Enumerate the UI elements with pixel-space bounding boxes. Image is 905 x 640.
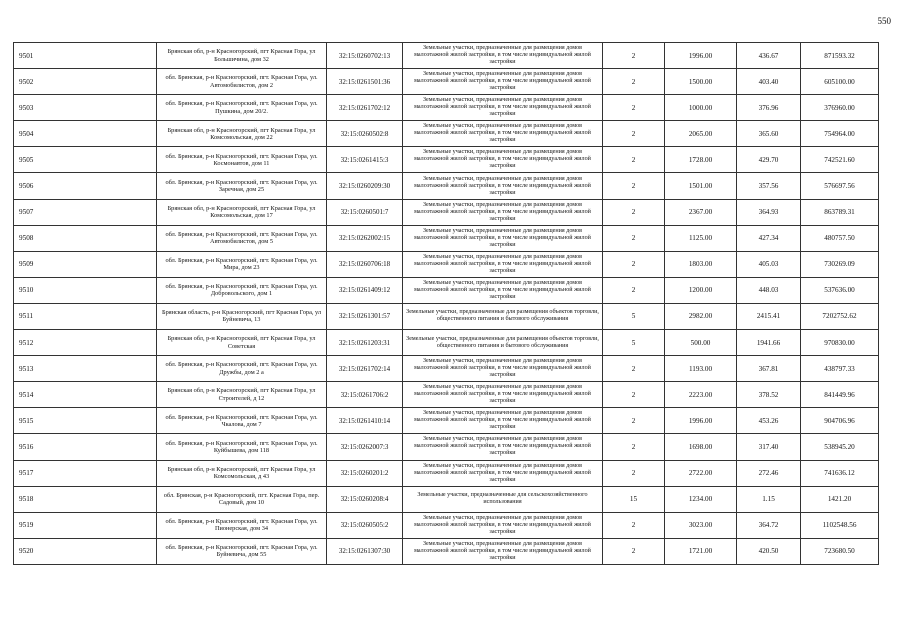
table-row	[14, 460, 879, 486]
cadastral-number-cell: 32:15:0261702:14	[327, 356, 403, 382]
specific-value-cell: 405.03	[737, 251, 801, 277]
cadastral-value-cell: 538945.20	[801, 434, 879, 460]
cadastral-number-cell: 32:15:0262002:15	[327, 225, 403, 251]
area-cell: 1501.00	[665, 173, 737, 199]
area-cell: 2223.00	[665, 382, 737, 408]
row-number: 9514	[14, 382, 157, 408]
area-cell: 1125.00	[665, 225, 737, 251]
category-cell: 2	[603, 121, 665, 147]
address-cell: обл. Брянская, р-н Красногорский, пгт. Красная Гора, ул. Дружбы, дом 2 а	[157, 356, 327, 382]
row-number: 9510	[14, 277, 157, 303]
area-cell: 1996.00	[665, 43, 737, 69]
address-cell: обл. Брянская, р-н Красногорский, пгт. Красная Гора, ул. Заречная, дом 25	[157, 173, 327, 199]
table-row	[14, 303, 879, 329]
cadastral-value-cell: 480757.50	[801, 225, 879, 251]
row-number: 9518	[14, 486, 157, 512]
cadastral-value-table	[13, 42, 879, 565]
table-row	[14, 43, 879, 69]
row-number: 9502	[14, 69, 157, 95]
area-cell: 1193.00	[665, 356, 737, 382]
area-cell: 500.00	[665, 330, 737, 356]
area-cell: 1500.00	[665, 69, 737, 95]
land-use-cell: Земельные участки, предназначенные для размещения домов малоэтажной жилой застройки, в том числе индивидуальной жилой застройки	[403, 173, 603, 199]
table-row	[14, 121, 879, 147]
address-cell: обл. Брянская, р-н Красногорский, пгт. Красная Гора, ул. Буйневича, дом 55	[157, 538, 327, 564]
area-cell: 1000.00	[665, 95, 737, 121]
specific-value-cell: 2415.41	[737, 303, 801, 329]
category-cell: 2	[603, 356, 665, 382]
category-cell: 2	[603, 538, 665, 564]
row-number: 9513	[14, 356, 157, 382]
cadastral-value-cell: 863789.31	[801, 199, 879, 225]
cadastral-value-cell: 537636.00	[801, 277, 879, 303]
table-row	[14, 512, 879, 538]
cadastral-value-cell: 904706.96	[801, 408, 879, 434]
area-cell: 1721.00	[665, 538, 737, 564]
area-cell: 1996.00	[665, 408, 737, 434]
address-cell: обл. Брянская, р-н Красногорский, пгт. Красная Гора, ул. Пионерская, дом 34	[157, 512, 327, 538]
cadastral-number-cell: 32:15:0261415:3	[327, 147, 403, 173]
cadastral-value-cell: 730269.09	[801, 251, 879, 277]
category-cell: 2	[603, 460, 665, 486]
table-row	[14, 173, 879, 199]
land-use-cell: Земельные участки, предназначенные для размещения домов малоэтажной жилой застройки, в том числе индивидуальной жилой застройки	[403, 251, 603, 277]
row-number: 9505	[14, 147, 157, 173]
row-number: 9515	[14, 408, 157, 434]
table-row	[14, 330, 879, 356]
address-cell: обл. Брянская, р-н Красногорский, пгт. Красная Гора, ул. Автомобилистов, дом 2	[157, 69, 327, 95]
row-number: 9511	[14, 303, 157, 329]
address-cell: обл. Брянская, р-н Красногорский, пгт. Красная Гора, ул. Мира, дом 23	[157, 251, 327, 277]
specific-value-cell: 367.81	[737, 356, 801, 382]
table-row	[14, 251, 879, 277]
address-cell: Брянская обл, р-н Красногорский, пгт Красная Гора, ул Комсомольская, д 43	[157, 460, 327, 486]
land-use-cell: Земельные участки, предназначенные для размещения домов малоэтажной жилой застройки, в том числе индивидуальной жилой застройки	[403, 356, 603, 382]
specific-value-cell: 453.26	[737, 408, 801, 434]
area-cell: 1728.00	[665, 147, 737, 173]
area-cell: 1234.00	[665, 486, 737, 512]
land-use-cell: Земельные участки, предназначенные для размещения домов малоэтажной жилой застройки, в том числе индивидуальной жилой застройки	[403, 199, 603, 225]
row-number: 9519	[14, 512, 157, 538]
cadastral-number-cell: 32:15:0261203:31	[327, 330, 403, 356]
cadastral-value-cell: 1421.20	[801, 486, 879, 512]
specific-value-cell: 357.56	[737, 173, 801, 199]
cadastral-value-cell: 754964.00	[801, 121, 879, 147]
category-cell: 2	[603, 382, 665, 408]
category-cell: 2	[603, 434, 665, 460]
table-row	[14, 225, 879, 251]
category-cell: 2	[603, 408, 665, 434]
address-cell: обл. Брянская, р-н Красногорский, пгт. Красная Гора, пер. Садовый, дом 10	[157, 486, 327, 512]
address-cell: обл. Брянская, р-н Красногорский, пгт. Красная Гора, ул. Пушкина, дом 20/2.	[157, 95, 327, 121]
table-body	[14, 43, 879, 565]
table-row	[14, 95, 879, 121]
table-row	[14, 147, 879, 173]
area-cell: 2367.00	[665, 199, 737, 225]
address-cell: обл. Брянская, р-н Красногорский, пгт. Красная Гора, ул. Добровольского, дом 1	[157, 277, 327, 303]
category-cell: 2	[603, 225, 665, 251]
land-use-cell: Земельные участки, предназначенные для размещения домов малоэтажной жилой застройки, в том числе индивидуальной жилой застройки	[403, 408, 603, 434]
specific-value-cell: 1941.66	[737, 330, 801, 356]
land-use-cell: Земельные участки, предназначенные для размещения домов малоэтажной жилой застройки, в том числе индивидуальной жилой застройки	[403, 460, 603, 486]
category-cell: 2	[603, 95, 665, 121]
row-number: 9504	[14, 121, 157, 147]
address-cell: Брянская область, р-н Красногорский, пгт Красная Гора, ул Буйневича, 13	[157, 303, 327, 329]
cadastral-value-cell: 970830.00	[801, 330, 879, 356]
row-number: 9512	[14, 330, 157, 356]
cadastral-value-cell: 841449.96	[801, 382, 879, 408]
land-use-cell: Земельные участки, предназначенные для размещения домов малоэтажной жилой застройки, в том числе индивидуальной жилой застройки	[403, 277, 603, 303]
cadastral-number-cell: 32:15:0260501:7	[327, 199, 403, 225]
specific-value-cell: 364.93	[737, 199, 801, 225]
category-cell: 2	[603, 147, 665, 173]
specific-value-cell: 403.40	[737, 69, 801, 95]
area-cell: 1803.00	[665, 251, 737, 277]
cadastral-number-cell: 32:15:0261307:30	[327, 538, 403, 564]
address-cell: Брянская обл, р-н Красногорский, пгт Красная Гора, ул Комсомольская, дом 22	[157, 121, 327, 147]
row-number: 9507	[14, 199, 157, 225]
land-use-cell: Земельные участки, предназначенные для размещения домов малоэтажной жилой застройки, в том числе индивидуальной жилой застройки	[403, 95, 603, 121]
category-cell: 2	[603, 251, 665, 277]
cadastral-number-cell: 32:15:0261410:14	[327, 408, 403, 434]
row-number: 9501	[14, 43, 157, 69]
cadastral-number-cell: 32:15:0261409:12	[327, 277, 403, 303]
cadastral-value-cell: 723680.50	[801, 538, 879, 564]
land-use-cell: Земельные участки, предназначенные для размещения объектов торговли, общественного питания и бытового обслуживания	[403, 303, 603, 329]
cadastral-number-cell: 32:15:0261702:12	[327, 95, 403, 121]
address-cell: Брянская обл, р-н Красногорский, пгт Красная Гора, ул Комсомольская, дом 17	[157, 199, 327, 225]
table-row	[14, 382, 879, 408]
cadastral-value-cell: 7202752.62	[801, 303, 879, 329]
row-number: 9516	[14, 434, 157, 460]
row-number: 9509	[14, 251, 157, 277]
land-use-cell: Земельные участки, предназначенные для размещения домов малоэтажной жилой застройки, в том числе индивидуальной жилой застройки	[403, 225, 603, 251]
cadastral-number-cell: 32:15:0260702:13	[327, 43, 403, 69]
category-cell: 2	[603, 277, 665, 303]
specific-value-cell: 378.52	[737, 382, 801, 408]
cadastral-number-cell: 32:15:0260505:2	[327, 512, 403, 538]
category-cell: 5	[603, 303, 665, 329]
table-row	[14, 277, 879, 303]
cadastral-number-cell: 32:15:0261301:57	[327, 303, 403, 329]
cadastral-value-cell: 576697.56	[801, 173, 879, 199]
cadastral-number-cell: 32:15:0260201:2	[327, 460, 403, 486]
row-number: 9506	[14, 173, 157, 199]
cadastral-number-cell: 32:15:0260502:8	[327, 121, 403, 147]
land-use-cell: Земельные участки, предназначенные для сельскохозяйственного использования	[403, 486, 603, 512]
category-cell: 2	[603, 512, 665, 538]
page-number: 550	[877, 16, 891, 26]
cadastral-value-cell: 605100.00	[801, 69, 879, 95]
land-use-cell: Земельные участки, предназначенные для размещения домов малоэтажной жилой застройки, в том числе индивидуальной жилой застройки	[403, 434, 603, 460]
category-cell: 5	[603, 330, 665, 356]
land-use-cell: Земельные участки, предназначенные для размещения домов малоэтажной жилой застройки, в том числе индивидуальной жилой застройки	[403, 43, 603, 69]
cadastral-value-cell: 871593.32	[801, 43, 879, 69]
table-row	[14, 486, 879, 512]
table-row	[14, 356, 879, 382]
specific-value-cell: 420.50	[737, 538, 801, 564]
cadastral-number-cell: 32:15:0262007:3	[327, 434, 403, 460]
category-cell: 2	[603, 199, 665, 225]
specific-value-cell: 448.03	[737, 277, 801, 303]
specific-value-cell: 272.46	[737, 460, 801, 486]
land-use-cell: Земельные участки, предназначенные для размещения домов малоэтажной жилой застройки, в том числе индивидуальной жилой застройки	[403, 121, 603, 147]
table-row	[14, 538, 879, 564]
row-number: 9503	[14, 95, 157, 121]
category-cell: 2	[603, 69, 665, 95]
address-cell: Брянская обл, р-н Красногорский, пгт Красная Гора, ул Большичина, дом 32	[157, 43, 327, 69]
category-cell: 2	[603, 43, 665, 69]
specific-value-cell: 376.96	[737, 95, 801, 121]
cadastral-number-cell: 32:15:0260706:18	[327, 251, 403, 277]
area-cell: 2065.00	[665, 121, 737, 147]
land-use-cell: Земельные участки, предназначенные для размещения домов малоэтажной жилой застройки, в том числе индивидуальной жилой застройки	[403, 512, 603, 538]
land-use-cell: Земельные участки, предназначенные для размещения объектов торговли, общественного питания и бытового обслуживания	[403, 330, 603, 356]
cadastral-value-cell: 741636.12	[801, 460, 879, 486]
row-number: 9520	[14, 538, 157, 564]
category-cell: 2	[603, 173, 665, 199]
specific-value-cell: 364.72	[737, 512, 801, 538]
cadastral-number-cell: 32:15:0261706:2	[327, 382, 403, 408]
specific-value-cell: 1.15	[737, 486, 801, 512]
address-cell: обл. Брянская, р-н Красногорский, пгт. Красная Гора, ул. Чкалова, дом 7	[157, 408, 327, 434]
cadastral-number-cell: 32:15:0261501:36	[327, 69, 403, 95]
cadastral-number-cell: 32:15:0260208:4	[327, 486, 403, 512]
table-row	[14, 434, 879, 460]
category-cell: 15	[603, 486, 665, 512]
land-use-cell: Земельные участки, предназначенные для размещения домов малоэтажной жилой застройки, в том числе индивидуальной жилой застройки	[403, 69, 603, 95]
address-cell: Брянская обл, р-н Красногорский, пгт Красная Гора, ул Строителей, д 12	[157, 382, 327, 408]
land-use-cell: Земельные участки, предназначенные для размещения домов малоэтажной жилой застройки, в том числе индивидуальной жилой застройки	[403, 538, 603, 564]
land-use-cell: Земельные участки, предназначенные для размещения домов малоэтажной жилой застройки, в том числе индивидуальной жилой застройки	[403, 147, 603, 173]
cadastral-value-cell: 1102548.56	[801, 512, 879, 538]
row-number: 9508	[14, 225, 157, 251]
row-number: 9517	[14, 460, 157, 486]
specific-value-cell: 427.34	[737, 225, 801, 251]
area-cell: 1200.00	[665, 277, 737, 303]
specific-value-cell: 436.67	[737, 43, 801, 69]
cadastral-value-cell: 376960.00	[801, 95, 879, 121]
address-cell: обл. Брянская, р-н Красногорский, пгт. Красная Гора, ул. Куйбышева, дом 118	[157, 434, 327, 460]
area-cell: 1698.00	[665, 434, 737, 460]
area-cell: 3023.00	[665, 512, 737, 538]
address-cell: обл. Брянская, р-н Красногорский, пгт. Красная Гора, ул. Космонавтов, дом 11	[157, 147, 327, 173]
specific-value-cell: 317.40	[737, 434, 801, 460]
table-row	[14, 408, 879, 434]
area-cell: 2722.00	[665, 460, 737, 486]
specific-value-cell: 429.70	[737, 147, 801, 173]
table-row	[14, 199, 879, 225]
cadastral-value-cell: 438797.33	[801, 356, 879, 382]
address-cell: Брянская обл, р-н Красногорский, пгт Красная Гора, ул Советская	[157, 330, 327, 356]
cadastral-number-cell: 32:15:0260209:30	[327, 173, 403, 199]
area-cell: 2982.00	[665, 303, 737, 329]
land-use-cell: Земельные участки, предназначенные для размещения домов малоэтажной жилой застройки, в том числе индивидуальной жилой застройки	[403, 382, 603, 408]
address-cell: обл. Брянская, р-н Красногорский, пгт. Красная Гора, ул. Автомобилистов, дом 5	[157, 225, 327, 251]
specific-value-cell: 365.60	[737, 121, 801, 147]
table-row	[14, 69, 879, 95]
cadastral-value-cell: 742521.60	[801, 147, 879, 173]
